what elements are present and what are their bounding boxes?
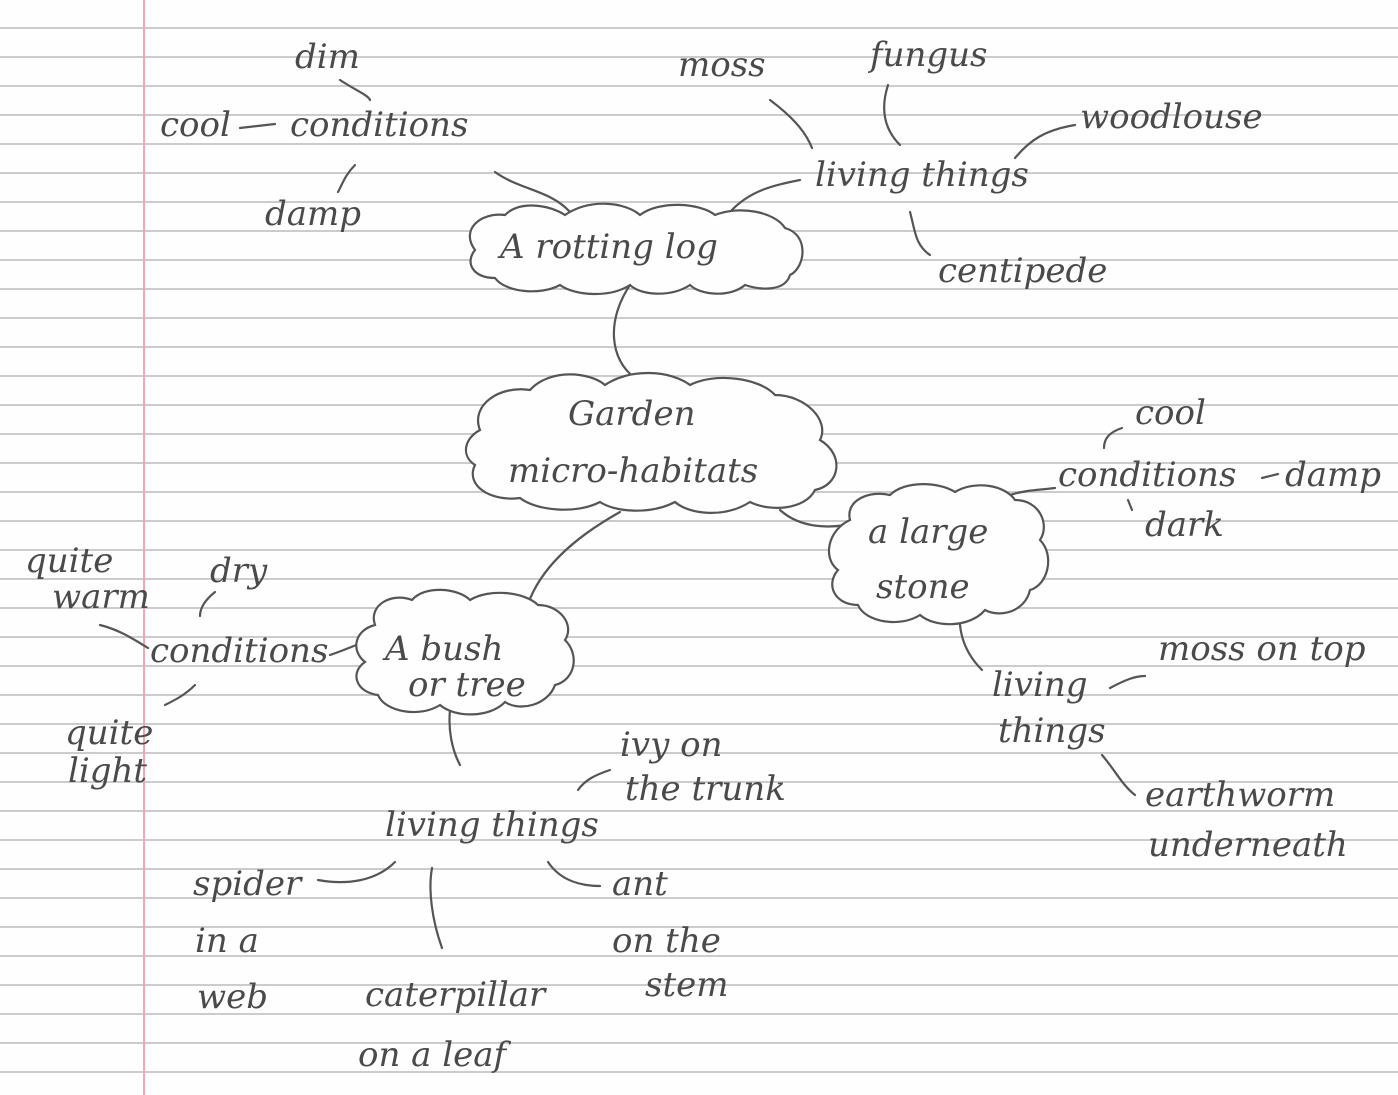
- bush-condition-warm-1: quite: [25, 541, 114, 581]
- connector-center-bush: [528, 512, 620, 604]
- bush-condition-light-1: quite: [65, 713, 154, 753]
- bush-living-ant-2: on the: [612, 921, 721, 961]
- center-line-1: Garden: [568, 394, 696, 434]
- connector-dry: [200, 592, 215, 616]
- log-living-woodlouse: woodlouse: [1080, 97, 1263, 137]
- bush-living-ivy-1: ivy on: [620, 725, 723, 765]
- connector-dim: [340, 80, 370, 100]
- bush-condition-warm-2: warm: [52, 577, 150, 617]
- bush-living-spider-1: spider: [193, 864, 302, 904]
- bush-conditions-label: conditions: [150, 631, 329, 671]
- bush-living-spider-2: in a: [195, 921, 259, 961]
- bush-living-label: living things: [385, 805, 599, 845]
- connector-woodlouse: [1015, 125, 1075, 158]
- large-stone-node: [868, 393, 1381, 865]
- connector-centipede: [910, 212, 930, 255]
- connector-moss: [770, 100, 812, 148]
- rotting-log-node: [160, 35, 1263, 291]
- bush-living-caterpillar-2: on a leaf: [358, 1035, 507, 1075]
- connector-damp: [338, 165, 355, 192]
- log-living-fungus: fungus: [870, 35, 988, 75]
- connector-cool: [240, 124, 275, 128]
- bush-living-ivy-2: the trunk: [625, 769, 786, 809]
- connector-log-living: [730, 180, 800, 212]
- bush-living-spider-3: web: [197, 977, 268, 1017]
- connector-warm: [100, 625, 148, 648]
- stone-condition-dark: dark: [1145, 505, 1224, 545]
- stone-title-1: a large: [868, 512, 989, 552]
- connector-fungus: [884, 85, 900, 145]
- bush-living-caterpillar-1: caterpillar: [365, 975, 546, 1015]
- stone-condition-damp: damp: [1285, 455, 1382, 495]
- stone-living-moss: moss on top: [1158, 629, 1366, 669]
- connector-ivy: [578, 770, 610, 790]
- stone-living-earthworm-2: underneath: [1148, 825, 1348, 865]
- log-condition-dim: dim: [295, 37, 360, 77]
- connector-light: [165, 685, 195, 705]
- connector-stone-dark: [1128, 500, 1132, 510]
- stone-living-label-1: living: [992, 665, 1088, 705]
- log-condition-cool: cool: [160, 105, 231, 145]
- stone-title-2: stone: [876, 567, 970, 607]
- bush-living-ant-1: ant: [612, 864, 668, 904]
- bush-condition-dry: dry: [210, 551, 268, 591]
- bush-title-2: or tree: [408, 665, 526, 705]
- connector-moss-top: [1110, 676, 1145, 688]
- connector-stone-damp: [1262, 474, 1278, 478]
- center-line-2: micro-habitats: [508, 451, 759, 491]
- connector-ant: [548, 862, 600, 886]
- stone-living-label-2: things: [998, 711, 1106, 751]
- log-condition-damp: damp: [265, 194, 362, 234]
- connector-caterpillar: [430, 868, 442, 948]
- log-conditions-label: conditions: [290, 105, 469, 145]
- rotting-log-title: A rotting log: [500, 227, 718, 267]
- log-living-moss: moss: [678, 45, 766, 85]
- bush-condition-light-2: light: [68, 751, 148, 791]
- connector-stone-living: [960, 625, 982, 670]
- stone-conditions-label: conditions: [1058, 455, 1237, 495]
- stone-condition-cool: cool: [1135, 393, 1206, 433]
- connector-stone-conditions: [1010, 488, 1055, 495]
- connector-spider: [318, 862, 395, 882]
- connector-earthworm: [1102, 755, 1135, 795]
- connector-bush-living: [449, 710, 460, 765]
- connector-log-center: [614, 282, 635, 378]
- bush-title-1: A bush: [385, 629, 504, 669]
- log-living-label: living things: [815, 155, 1029, 195]
- stone-living-earthworm-1: earthworm: [1145, 775, 1336, 815]
- log-living-centipede: centipede: [938, 251, 1108, 291]
- connector-stone-cool: [1104, 428, 1122, 448]
- bush-living-ant-3: stem: [645, 965, 729, 1005]
